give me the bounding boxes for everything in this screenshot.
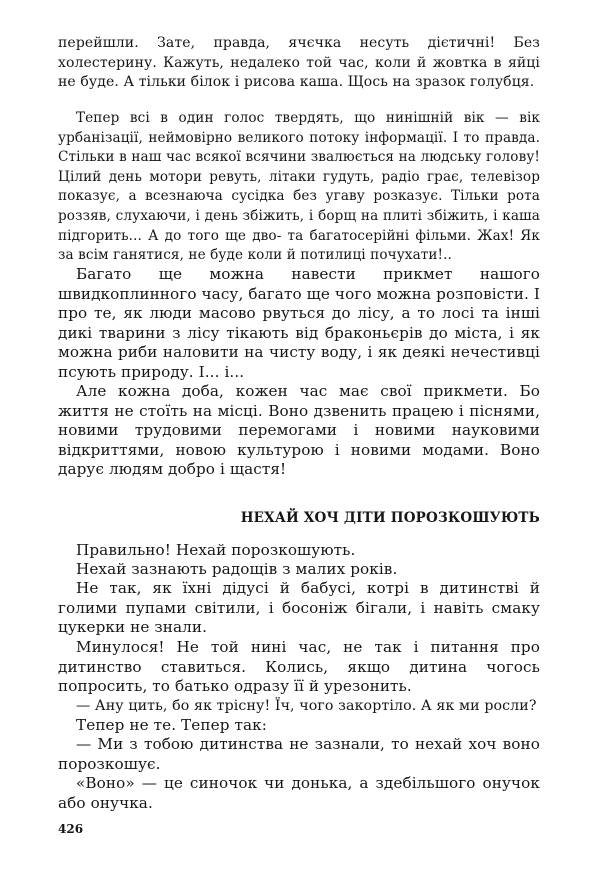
section-paragraph-7: — Ми з тобою дитинства не зазнали, то нехай хоч воно порозкошує. [58, 735, 540, 773]
paragraph-2: Тепер всі в один голос твердять, що нинішній вік — вік урбанізації, неймовірно великого потоку інформації. І то правда. Стільки в наш час всякої всячини звалюється на людську голову! Цілий день мотори ревуть, літаки гудуть, радіо грає, телевізор показує, а всезнаюча сусідка без угаву розказує. Тільки рота роззяв, слухаючи, і день збіжить, і борщ на плиті збіжить, і каша підгорить... А до того ще дво- та багатосерійні фільми. Жах! Як за всім ганятися, не буде коли й потилиці почухати!.. [58, 110, 540, 264]
section-paragraph-8: «Воно» — це синочок чи донька, а здебільшого онучок або онучка. [58, 774, 540, 812]
section-paragraph-5: — Ану цить, бо як трісну! Їч, чого закортіло. А як ми росли? [76, 698, 537, 714]
paragraph-4: Але кожна доба, кожен час має свої прикмети. Бо життя не стоїть на місці. Воно дзвенить працею і піснями, новими трудовими перемогами і новими науковими відкриттями, новою культурою і новими модами. Воно дарує людям добро і щастя! [58, 382, 540, 479]
section-paragraph-2: Нехай зазнають радощів з малих років. [76, 560, 398, 578]
paragraph-1: перейшли. Зате, правда, ячєчка несуть дієтичні! Без холестерину. Кажуть, недалеко той час, коли й жовтка в яйці не буде. А тільки білок і рисова каша. Щось на зразок голубця. [58, 35, 540, 91]
section-paragraph-3: Не так, як їхні дідусі й бабусі, котрі в дитинстві й голими пупами світили, і босоніж бігали, і навіть смаку цукерки не знали. [58, 579, 540, 637]
paragraph-3: Багато ще можна навести прикмет нашого швидкоплинного часу, багато ще чого можна розповісти. І про те, як люди масово рвуться до лісу, а то лосі та інші дикі тварини з лісу тікають від браконьєрів до міста, і як можна риби наловити на чисту воду, і як деякі нечестивці псують природу. І... і... [58, 265, 540, 381]
page-number: 426 [58, 822, 84, 836]
section-paragraph-6: Тепер не те. Тепер так: [76, 716, 267, 734]
section-heading: НЕХАЙ ХОЧ ДІТИ ПОРОЗКОШУЮТЬ [240, 510, 540, 526]
section-paragraph-1: Правильно! Нехай порозкошують. [76, 541, 356, 559]
section-paragraph-4: Минулося! Не той нині час, не так і питання про дитинство ставиться. Колись, якщо дитина чогось попросить, то батько одразу її й урезонить. [58, 638, 540, 696]
